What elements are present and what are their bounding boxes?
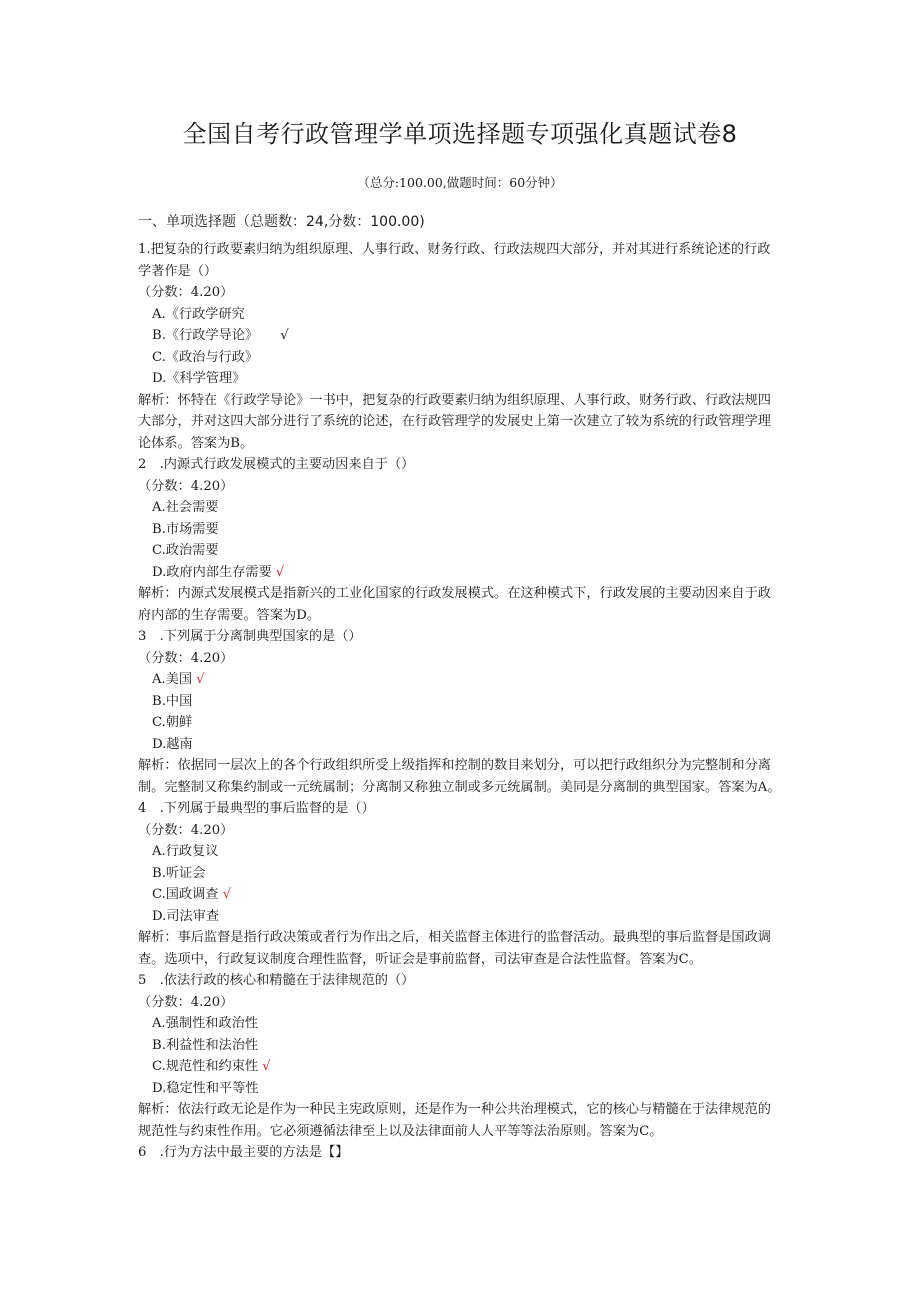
question-analysis: 解析：内源式发展模式是指新兴的工业化国家的行政发展模式。在这种模式下，行政发展的主要动因来自于政府内部的生存需要。答案为D。 [138,586,771,623]
option-text: C.《政治与行政》 [152,349,259,365]
check-mark-icon: √ [196,672,205,687]
question-stem: 6 .行为方法中最主要的方法是【】 [138,1145,349,1160]
option-b [152,863,782,885]
option-d [152,906,782,928]
option-c [152,884,782,906]
check-mark-icon: √ [275,564,285,580]
option-b [152,325,782,347]
question-stem: 1.把复杂的行政要素归纳为组织原理、人事行政、财务行政、行政法规四大部分，并对其进行系统论述的行政学著作是（） [138,242,771,279]
option-text: B.听证会 [152,865,206,881]
option-text: C.朝鲜 [152,715,193,730]
option-text: D.《科学管理》 [152,371,246,386]
question-stem: 4 .下列属于最典型的事后监督的是（） [138,801,375,816]
option-d [152,562,782,584]
question-analysis: 解析：怀特在《行政学导论》一书中，把复杂的行政要素归纳为组织原理、人事行政、财务行政、行政法规四大部分，并对这四大部分进行了系统的论述，在行政管理学的发展史上第一次建立了较为系统的行政管理学理论体系。答案为B。 [138,392,771,451]
option-d [152,368,782,390]
option-text: A.行政复议 [152,844,219,859]
question-score: （分数：4.20） [138,650,234,666]
option-a [152,841,782,863]
question-stem: 5 .依法行政的核心和精髓在于法律规范的（） [138,973,415,988]
question-analysis: 解析：依法行政无论是作为一种民主宪政原则，还是作为一种公共治理模式，它的核心与精髓在于法律规范的规范性与约束性作用。它必须遵循法律至上以及法律面前人人平等等法治原则。答案为C。 [138,1102,771,1139]
option-text: C.规范性和约束性 [152,1059,259,1074]
question-score: （分数：4.20） [138,478,234,494]
option-b [152,691,782,713]
question-3 [138,626,782,798]
option-c [152,712,782,734]
option-text: C.国政调查 [152,887,219,902]
question-2 [138,454,782,626]
question-analysis: 解析：事后监督是指行政决策或者行为作出之后，相关监督主体进行的监督活动。最典型的事后监督是国政调查。选项中，行政复议制度合理性监督，听证会是事前监督，司法审查是合法性监督。答案为C。 [138,930,771,967]
option-text: C.政治需要 [152,543,219,558]
option-a [152,669,782,691]
check-mark-icon: √ [262,1059,271,1074]
option-c [152,1056,782,1078]
question-6 [138,1142,782,1164]
question-score: （分数：4.20） [138,994,234,1010]
document-title: 全国自考行政管理学单项选择题专项强化真题试卷8 [182,120,738,148]
option-text: A.《行政学研究 [152,306,245,322]
option-text: D.司法审查 [152,908,220,924]
question-5 [138,970,782,1142]
exam-meta: （总分:100.00,做题时间：60分钟） [357,175,563,190]
question-score: （分数：4.20） [138,285,234,300]
question-stem: 2 .内源式行政发展模式的主要动因来自于（） [138,457,415,472]
option-text: D.越南 [152,736,193,752]
check-mark-icon: √ [280,328,289,343]
option-text: B.利益性和法治性 [152,1037,259,1053]
option-text: D.稳定性和平等性 [152,1080,259,1096]
option-text: B.市场需要 [152,521,219,537]
option-b [152,519,782,541]
option-text: A.强制性和政治性 [152,1016,259,1031]
option-a [152,1013,782,1035]
option-d [152,1078,782,1100]
option-d [152,734,782,756]
option-a [152,304,782,326]
option-text: A.美国 [152,672,193,687]
option-text: B.中国 [152,693,193,709]
option-text: A.社会需要 [152,500,219,515]
question-4 [138,798,782,970]
option-c [152,347,782,369]
option-text: B.《行政学导论》 [152,328,259,343]
question-stem: 3 .下列属于分离制典型国家的是（） [138,629,362,644]
option-a [152,497,782,519]
question-1 [138,239,782,454]
question-list [138,239,782,1164]
option-b [152,1035,782,1057]
section-heading: 一、单项选择题（总题数：24,分数：100.00) [138,214,425,230]
question-score: （分数：4.20） [138,822,234,838]
check-mark-icon: √ [222,887,231,902]
option-c [152,540,782,562]
option-text: D.政府内部生存需要 [152,564,272,580]
question-analysis: 解析：依据同一层次上的各个行政组织所受上级指挥和控制的数目来划分，可以把行政组织分为完整制和分离制。完整制又称集约制或一元统属制；分离制又称独立制或多元统属制。美同是分离制的典型国家。答案为A。 [138,758,781,795]
